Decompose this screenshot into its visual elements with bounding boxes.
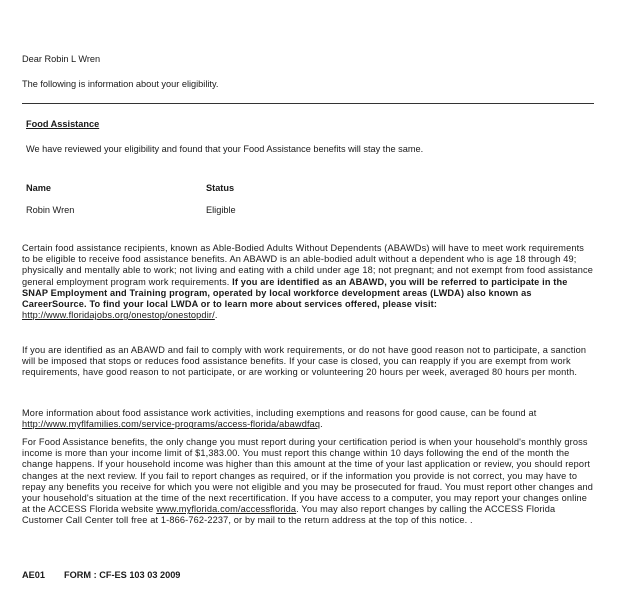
- access-florida-link[interactable]: www.myflorida.com/accessflorida: [156, 504, 297, 515]
- form-identifier: FORM : CF-ES 103 03 2009: [64, 570, 181, 580]
- reporting-text-end: . You may also report changes by calling the ACCESS Florida Customer Call Center toll free at 1-866-762-2237, or by mail to the return address at the top of this notice. .: [22, 504, 556, 526]
- intro-text: The following is information about your eligibility.: [22, 79, 219, 89]
- reporting-paragraph: [22, 437, 594, 527]
- sanction-paragraph: If you are identified as an ABAWD and fail to comply with work requirements, or do not have good reason not to participate, a sanction will be imposed that stops or reduces food assistance benefits. If your case is closed, you can reapply if you are exempt from work requirements, have good reason to not participate, or are working or volunteering 20 hours per week, averaged 80 hours per month.: [22, 345, 587, 378]
- table-cell-status: Eligible: [206, 205, 236, 215]
- section-title-food-assistance: Food Assistance: [26, 119, 100, 129]
- table-header-status: Status: [206, 183, 235, 193]
- form-code: AE01: [22, 570, 45, 580]
- reporting-text: For Food Assistance benefits, the only change you must report during your certification period is when your household's monthly gross income is more than your income limit of $1,383.00. You must report this change within 10 days following the end of the month the change happens. If your household income was higher than this amount at the time of your last application or review, you should report changes at the next review. If you fail to report changes as required, or if the information you provide is not correct, you may have to repay any benefits you receive for which you were not eligible and you may be prosecuted for fraud. You must report other changes and your household's situation at the time of the next recertification. If you have access to a computer, you may report your changes online at the ACCESS Florida website: [22, 437, 594, 515]
- table-cell-name: Robin Wren: [26, 205, 75, 215]
- greeting: Dear Robin L Wren: [22, 54, 101, 64]
- abawd-paragraph-end: .: [214, 310, 218, 321]
- review-statement: We have reviewed your eligibility and found that your Food Assistance benefits will stay the same.: [26, 144, 424, 154]
- table-header-name: Name: [26, 183, 52, 193]
- abawd-paragraph: [22, 243, 594, 321]
- more-info-end: .: [320, 419, 323, 430]
- abawd-faq-link[interactable]: http://www.myflfamilies.com/service-programs/access-florida/abawdfaq: [22, 419, 321, 430]
- abawd-referral-text: If you are identified as an ABAWD, you will be referred to participate in the SNAP Employment and Training program, operated by local workforce development areas (LWDA) also known as CareerSource. To find your local LWDA or to learn more about services offered, please visit:: [22, 276, 568, 310]
- abawd-definition-text: Certain food assistance recipients, known as Able-Bodied Adults Without Dependents (ABAWDs) will have to meet work requirements to be eligible to receive food assistance benefits. An ABAWD is an able-bodied adult without a dependent who is age 18 through 49; physically and mentally able to work; not living and eating with a child under age 18; not pregnant; and not exempt from food assistance general employment program work requirements.: [22, 243, 593, 287]
- more-info-text: More information about food assistance work activities, including exemptions and reasons for good cause, can be found at: [22, 408, 537, 418]
- section-divider: [22, 103, 594, 104]
- onestop-link[interactable]: http://www.floridajobs.org/onestop/onestopdir/: [22, 310, 215, 321]
- more-info-paragraph: [22, 408, 594, 430]
